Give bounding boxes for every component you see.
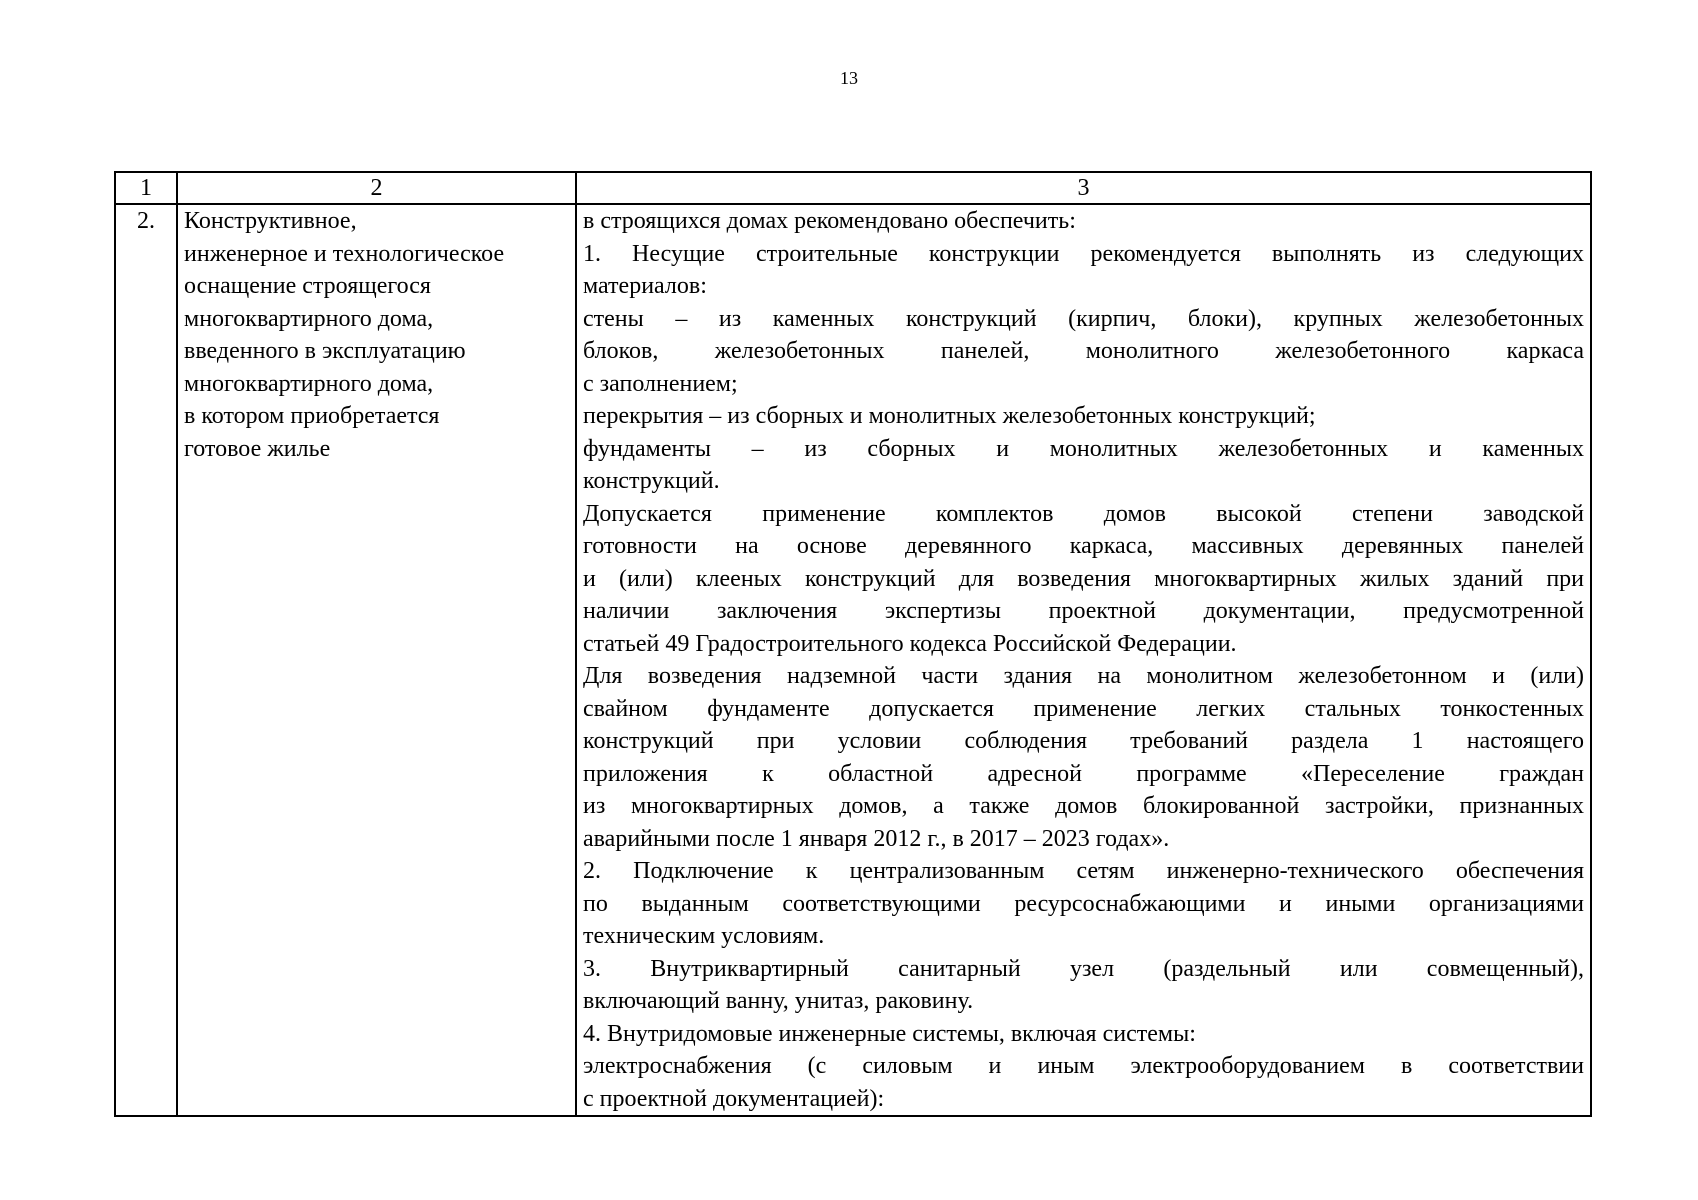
program-table bbox=[114, 171, 1592, 1117]
content-line: готовности на основе деревянного каркаса, массивных деревянных панелей bbox=[583, 533, 1584, 559]
content-line: блоков, железобетонных панелей, монолитного железобетонного каркаса bbox=[583, 338, 1584, 364]
content-line: из многоквартирных домов, а также домов блокированной застройки, признанных bbox=[583, 793, 1584, 819]
name-line: многоквартирного дома, bbox=[184, 370, 434, 397]
content-line: электроснабжения (с силовым и иным электрооборудованием в соответствии bbox=[583, 1053, 1584, 1079]
header-col-1: 1 bbox=[115, 172, 177, 204]
content-line: конструкций. bbox=[583, 468, 720, 494]
header-col-2: 2 bbox=[177, 172, 576, 204]
content-line: 2. Подключение к централизованным сетям инженерно-технического обеспечения bbox=[583, 858, 1584, 884]
content-line: в строящихся домах рекомендовано обеспечить: bbox=[583, 208, 1076, 234]
content-line: Допускается применение комплектов домов высокой степени заводской bbox=[583, 500, 1584, 527]
content-line: перекрытия – из сборных и монолитных железобетонных конструкций; bbox=[583, 403, 1316, 429]
content-line: по выданным соответствующими ресурсоснабжающими и иными организациями bbox=[583, 890, 1584, 917]
name-line: введенного в эксплуатацию bbox=[184, 338, 466, 364]
content-line: статьей 49 Градостроительного кодекса Российской Федерации. bbox=[583, 630, 1237, 657]
content-line: наличии заключения экспертизы проектной документации, предусмотренной bbox=[583, 598, 1584, 624]
content-line: техническим условиям. bbox=[583, 923, 825, 949]
content-line: включающий ванну, унитаз, раковину. bbox=[583, 988, 974, 1014]
content-line: фундаменты – из сборных и монолитных железобетонных и каменных bbox=[583, 435, 1584, 462]
name-line: в котором приобретается bbox=[184, 403, 440, 429]
table-header-row bbox=[115, 172, 1591, 204]
name-line: инженерное и технологическое bbox=[184, 240, 505, 267]
content-line: 4. Внутридомовые инженерные системы, включая системы: bbox=[583, 1020, 1196, 1047]
content-line: 3. Внутриквартирный санитарный узел (раздельный или совмещенный), bbox=[583, 955, 1584, 982]
content-line: Для возведения надземной части здания на монолитном железобетонном и (или) bbox=[583, 663, 1584, 689]
name-line: оснащение строящегося bbox=[184, 273, 431, 299]
name-line: Конструктивное, bbox=[184, 208, 357, 234]
content-line: 1. Несущие строительные конструкции рекомендуется выполнять из следующих bbox=[583, 240, 1584, 267]
table-row bbox=[115, 204, 1591, 1116]
page-number: 13 bbox=[840, 68, 858, 88]
content-line: приложения к областной адресной программе «Переселение граждан bbox=[583, 760, 1584, 787]
content-line: конструкций при условии соблюдения требований раздела 1 настоящего bbox=[583, 728, 1584, 754]
name-line: готовое жилье bbox=[184, 435, 331, 462]
content-line: стены – из каменных конструкций (кирпич, блоки), крупных железобетонных bbox=[583, 305, 1584, 332]
content-line: с проектной документацией): bbox=[583, 1085, 885, 1112]
content-line: свайном фундаменте допускается применение легких стальных тонкостенных bbox=[583, 695, 1584, 722]
name-line: многоквартирного дома, bbox=[184, 305, 434, 332]
row-name-cell bbox=[177, 204, 576, 1116]
content-line: и (или) клееных конструкций для возведения многоквартирных жилых зданий при bbox=[583, 565, 1584, 592]
content-line: материалов: bbox=[583, 273, 707, 299]
row-content-cell bbox=[576, 204, 1591, 1116]
content-line: с заполнением; bbox=[583, 370, 738, 397]
content-line: аварийными после 1 января 2012 г., в 2017 – 2023 годах». bbox=[583, 825, 1170, 852]
header-col-3: 3 bbox=[576, 172, 1591, 204]
row-number: 2. bbox=[115, 204, 177, 1116]
